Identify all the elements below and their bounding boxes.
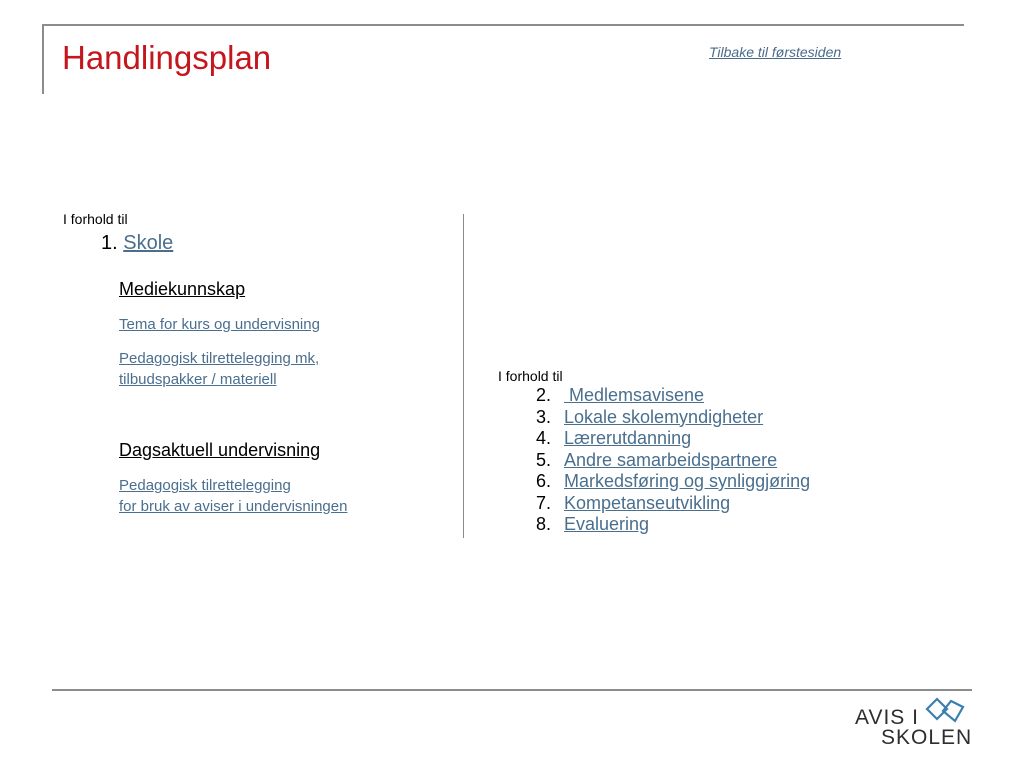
list-item-number: 7. <box>536 492 552 513</box>
tema-kurs-link[interactable]: Tema for kurs og undervisning <box>119 316 320 333</box>
kompetanseutvikling-link[interactable]: Kompetanseutvikling <box>564 492 731 513</box>
skole-link[interactable]: Skole <box>123 232 174 254</box>
list-item-number: 8. <box>536 514 552 534</box>
list-item <box>536 428 810 450</box>
laererutdanning-link[interactable]: Lærerutdanning <box>564 428 692 448</box>
list-item-number: 3. <box>536 406 552 427</box>
medlemsavisene-link[interactable]: Medlemsavisene <box>564 385 705 405</box>
logo-line-2: SKOLEN <box>881 726 973 749</box>
list-item <box>536 385 810 407</box>
bottom-rule <box>52 689 972 691</box>
list-item <box>536 493 810 515</box>
page-title: Handlingsplan <box>62 39 272 76</box>
list-item <box>536 471 810 493</box>
list-item-skole <box>101 231 173 255</box>
avis-i-skolen-logo <box>855 697 973 749</box>
lokale-skolemyndigheter-link[interactable]: Lokale skolemyndigheter <box>564 406 764 427</box>
list-item-number: 2. <box>536 385 552 405</box>
diamond-logo-icon <box>925 697 967 727</box>
list-item <box>536 514 810 536</box>
left-rule <box>42 24 44 94</box>
pedagogisk-tilrettelegging-link[interactable]: Pedagogisk tilrettelegging <box>119 477 291 494</box>
column-divider <box>463 214 464 538</box>
dagsaktuell-undervisning-heading[interactable]: Dagsaktuell undervisning <box>119 440 321 460</box>
list-item <box>536 407 810 429</box>
back-to-front-page-link[interactable]: Tilbake til førstesiden <box>709 44 842 60</box>
list-item <box>536 450 810 472</box>
list-item-number: 1. <box>101 232 118 254</box>
evaluering-link[interactable]: Evaluering <box>564 514 650 534</box>
right-list <box>536 385 810 536</box>
bruk-av-aviser-link[interactable]: for bruk av aviser i undervisningen <box>119 498 348 515</box>
list-item-number: 5. <box>536 449 552 470</box>
list-item-number: 6. <box>536 471 552 491</box>
list-item-number: 4. <box>536 428 552 448</box>
pedagogisk-tilrettelegging-mk-link[interactable]: Pedagogisk tilrettelegging mk, <box>119 350 320 367</box>
right-intro-text: I forhold til <box>498 368 563 384</box>
mediekunnskap-heading[interactable]: Mediekunnskap <box>119 279 246 299</box>
markedsforing-link[interactable]: Markedsføring og synliggjøring <box>564 471 811 491</box>
tilbudspakker-link[interactable]: tilbudspakker / materiell <box>119 371 277 388</box>
top-rule <box>42 24 964 26</box>
andre-samarbeidspartnere-link[interactable]: Andre samarbeidspartnere <box>564 449 778 470</box>
logo-line-1: AVIS I <box>855 706 919 729</box>
left-intro-text: I forhold til <box>63 211 128 227</box>
